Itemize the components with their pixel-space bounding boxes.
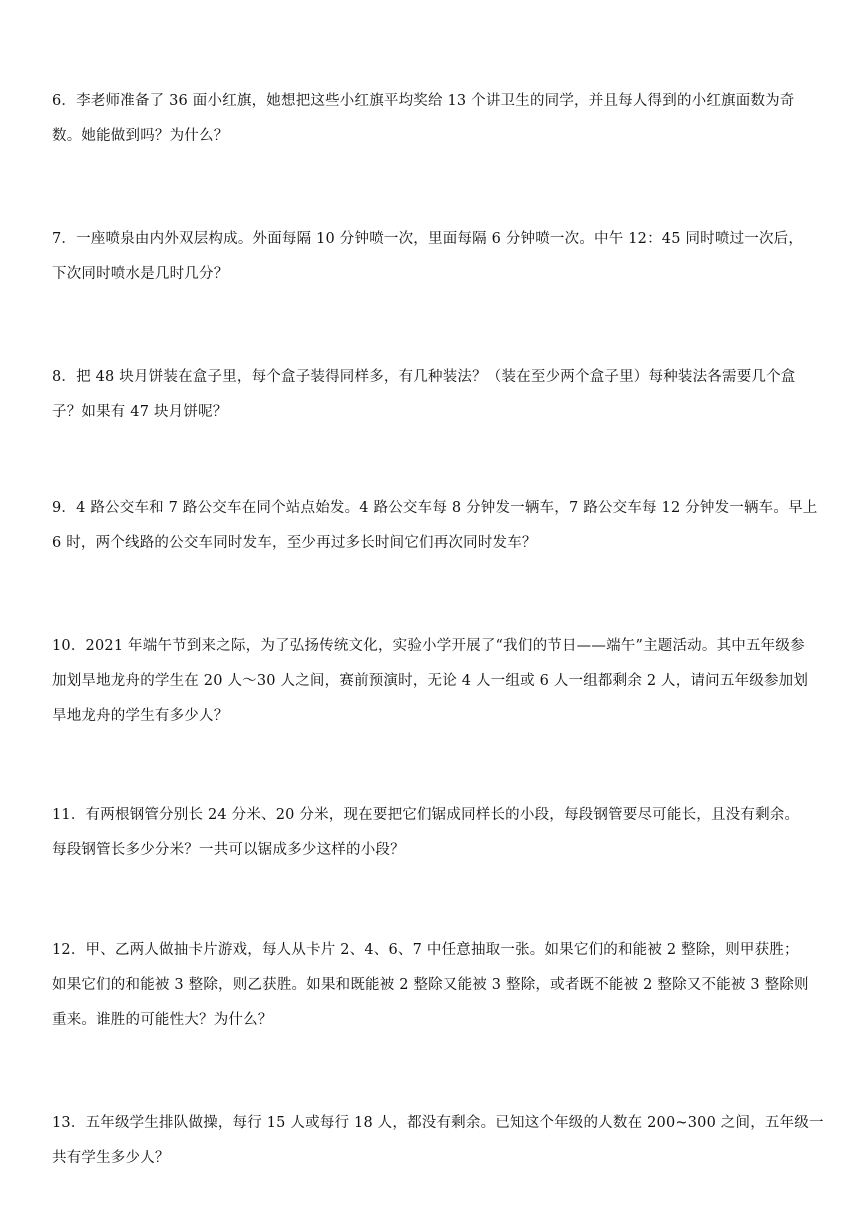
question-10 bbox=[52, 629, 812, 734]
question-line: 7．一座喷泉由内外双层构成。外面每隔 10 分钟喷一次，里面每隔 6 分钟喷一次。中午 12：45 同时喷过一次后， bbox=[52, 231, 804, 247]
question-12 bbox=[52, 933, 812, 1038]
question-line: 6．李老师准备了 36 面小红旗，她想把这些小红旗平均奖给 13 个讲卫生的同学，并且每人得到的小红旗面数为奇 bbox=[52, 93, 795, 109]
question-line: 8．把 48 块月饼装在盒子里，每个盒子装得同样多，有几种装法？（装在至少两个盒子里）每种装法各需要几个盒 bbox=[52, 369, 796, 385]
question-8 bbox=[52, 360, 812, 430]
question-line: 下次同时喷水是几时几分？ bbox=[52, 266, 229, 282]
question-line: 6 时，两个线路的公交车同时发车，至少再过多长时间它们再次同时发车？ bbox=[52, 535, 537, 551]
question-line: 13．五年级学生排队做操，每行 15 人或每行 18 人，都没有剩余。已知这个年级的人数在 200~300 之间，五年级一 bbox=[52, 1115, 824, 1131]
question-line: 12．甲、乙两人做抽卡片游戏，每人从卡片 2、4、6、7 中任意抽取一张。如果它们的和能被 2 整除，则甲获胜； bbox=[52, 942, 799, 958]
question-line: 10．2021 年端午节到来之际，为了弘扬传统文化，实验小学开展了“我们的节日——端午”主题活动。其中五年级参 bbox=[52, 638, 805, 654]
question-13 bbox=[52, 1106, 824, 1176]
question-line: 加划旱地龙舟的学生在 20 人～30 人之间，赛前预演时，无论 4 人一组或 6 人一组都剩余 2 人，请问五年级参加划 bbox=[52, 673, 809, 689]
question-7 bbox=[52, 222, 812, 292]
question-line: 重来。谁胜的可能性大？为什么？ bbox=[52, 1012, 273, 1028]
question-line: 9．4 路公交车和 7 路公交车在同个站点始发。4 路公交车每 8 分钟发一辆车，7 路公交车每 12 分钟发一辆车。早上 bbox=[52, 500, 818, 516]
question-line: 旱地龙舟的学生有多少人？ bbox=[52, 708, 229, 724]
question-line: 子？如果有 47 块月饼呢？ bbox=[52, 404, 228, 420]
question-9 bbox=[52, 491, 818, 561]
question-line: 数。她能做到吗？为什么？ bbox=[52, 128, 229, 144]
question-line: 共有学生多少人？ bbox=[52, 1150, 170, 1166]
question-11 bbox=[52, 798, 812, 868]
question-line: 每段钢管长多少分米？一共可以锯成多少这样的小段？ bbox=[52, 842, 405, 858]
question-6 bbox=[52, 84, 812, 154]
question-line: 如果它们的和能被 3 整除，则乙获胜。如果和既能被 2 整除又能被 3 整除，或者既不能被 2 整除又不能被 3 整除则 bbox=[52, 977, 809, 993]
question-line: 11．有两根钢管分别长 24 分米、20 分米，现在要把它们锯成同样长的小段，每段钢管要尽可能长，且没有剩余。 bbox=[52, 807, 800, 823]
